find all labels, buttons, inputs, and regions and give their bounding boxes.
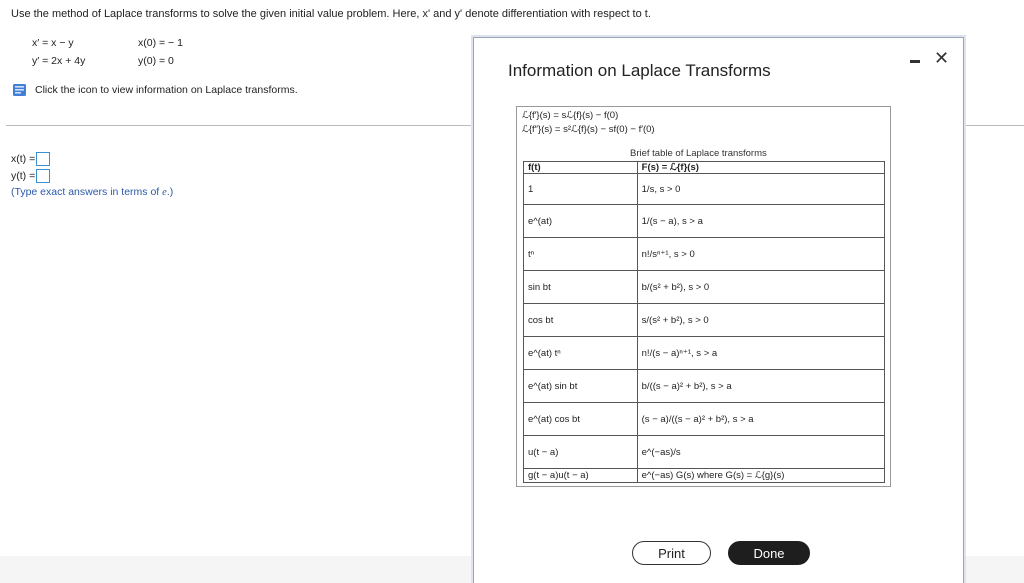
- equation-2: y′ = 2x + 4y: [32, 55, 86, 67]
- table-row: [524, 370, 885, 403]
- book-icon[interactable]: [12, 83, 28, 97]
- cell-ft: cos bt: [524, 304, 638, 337]
- minimize-button[interactable]: [910, 60, 920, 63]
- equation-1: x′ = x − y: [32, 37, 74, 49]
- table-row: [524, 174, 885, 205]
- cell-fs: e^(−as)/s: [637, 436, 884, 469]
- print-button[interactable]: Print: [632, 541, 711, 565]
- table-caption: Brief table of Laplace transforms: [630, 148, 767, 159]
- cell-fs: n!/sⁿ⁺¹, s > 0: [637, 238, 884, 271]
- info-link-text[interactable]: Click the icon to view information on Laplace transforms.: [35, 84, 298, 96]
- cell-fs: e^(−as) G(s) where G(s) = ℒ{g}(s): [637, 469, 884, 483]
- laplace-info-dialog: [473, 37, 964, 583]
- cell-ft: g(t − a)u(t − a): [524, 469, 638, 483]
- table-row: [524, 337, 885, 370]
- laplace-table: [523, 161, 885, 483]
- cell-ft: tⁿ: [524, 238, 638, 271]
- x-answer-input[interactable]: [36, 152, 50, 166]
- header-ft: f(t): [524, 162, 638, 174]
- cell-ft: e^(at): [524, 205, 638, 238]
- instruction-text: Use the method of Laplace transforms to solve the given initial value problem. Here, x' and y' denote differentiation with respect to t.: [11, 8, 651, 20]
- answer-area: [11, 150, 173, 198]
- y-answer-input[interactable]: [36, 169, 50, 183]
- table-row: [524, 271, 885, 304]
- formula-first-derivative: ℒ{f′}(s) = sℒ{f}(s) − f(0): [522, 110, 619, 121]
- cell-fs: b/((s − a)² + b²), s > a: [637, 370, 884, 403]
- table-row: [524, 238, 885, 271]
- cell-fs: (s − a)/((s − a)² + b²), s > a: [637, 403, 884, 436]
- cell-ft: e^(at) cos bt: [524, 403, 638, 436]
- table-row: [524, 304, 885, 337]
- initial-condition-2: y(0) = 0: [138, 55, 174, 67]
- cell-fs: b/(s² + b²), s > 0: [637, 271, 884, 304]
- initial-condition-1: x(0) = − 1: [138, 37, 183, 49]
- cell-fs: 1/(s − a), s > a: [637, 205, 884, 238]
- cell-fs: 1/s, s > 0: [637, 174, 884, 205]
- cell-ft: sin bt: [524, 271, 638, 304]
- cell-ft: u(t − a): [524, 436, 638, 469]
- laplace-info-link[interactable]: [12, 83, 298, 97]
- table-row: [524, 205, 885, 238]
- cell-fs: s/(s² + b²), s > 0: [637, 304, 884, 337]
- answer-hint: (Type exact answers in terms of e.): [11, 186, 174, 198]
- dialog-title: Information on Laplace Transforms: [508, 61, 771, 80]
- header-fs: F(s) = ℒ{f}(s): [637, 162, 884, 174]
- done-button[interactable]: Done: [728, 541, 810, 565]
- y-answer-label: y(t) =: [11, 169, 36, 182]
- cell-ft: 1: [524, 174, 638, 205]
- table-row: [524, 469, 885, 483]
- table-row: [524, 403, 885, 436]
- cell-ft: e^(at) sin bt: [524, 370, 638, 403]
- x-answer-label: x(t) =: [11, 152, 36, 165]
- table-row: [524, 436, 885, 469]
- close-button[interactable]: ✕: [934, 48, 950, 68]
- cell-fs: n!/(s − a)ⁿ⁺¹, s > a: [637, 337, 884, 370]
- formula-second-derivative: ℒ{f″}(s) = s²ℒ{f}(s) − sf(0) − f′(0): [522, 124, 655, 135]
- cell-ft: e^(at) tⁿ: [524, 337, 638, 370]
